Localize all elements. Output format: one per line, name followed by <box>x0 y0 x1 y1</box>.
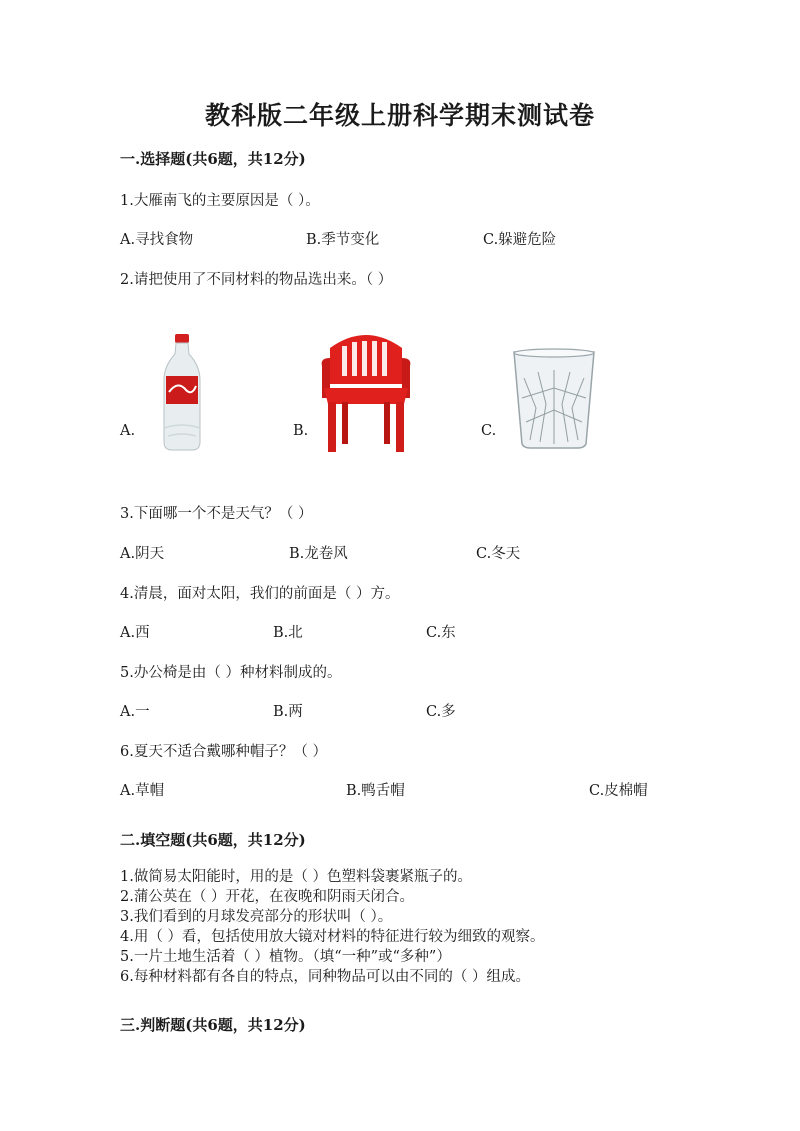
question-3: 3.下面哪一个不是天气？（ ） <box>120 506 313 522</box>
option-2c: C. <box>481 423 497 439</box>
section-heading-fill: 二.填空题(共6题，共12分) <box>120 831 306 849</box>
option-4a: A.西 <box>120 625 150 641</box>
option-4b: B.北 <box>273 625 303 641</box>
question-6: 6.夏天不适合戴哪种帽子？（ ） <box>120 744 327 760</box>
section-heading-choice: 一.选择题(共6题，共12分) <box>120 150 306 168</box>
section-heading-judge: 三.判断题(共6题，共12分) <box>120 1016 306 1034</box>
option-6a: A.草帽 <box>120 783 165 799</box>
fill-line-5: 5.一片土地生活着（ ）植物。（填“一种”或“多种”） <box>120 949 451 965</box>
glass-tumbler-image <box>512 348 596 450</box>
option-1a: A.寻找食物 <box>120 232 194 248</box>
option-5b: B.两 <box>273 704 303 720</box>
option-6b: B.鸭舌帽 <box>346 783 405 799</box>
question-4: 4.清晨，面对太阳，我们的前面是（ ）方。 <box>120 586 400 602</box>
fill-line-3: 3.我们看到的月球发亮部分的形状叫（ ）。 <box>120 909 393 925</box>
option-5a: A.一 <box>120 704 150 720</box>
fill-line-6: 6.每种材料都有各自的特点，同种物品可以由不同的（ ）组成。 <box>120 969 530 985</box>
option-4c: C.东 <box>426 625 456 641</box>
coca-cola-bottle-image <box>154 332 210 454</box>
fill-line-1: 1.做简易太阳能时，用的是（ ）色塑料袋裹紧瓶子的。 <box>120 869 472 885</box>
option-6c: C.皮棉帽 <box>589 783 648 799</box>
option-2a: A. <box>120 423 136 439</box>
option-3b: B.龙卷风 <box>289 546 348 562</box>
option-3a: A.阴天 <box>120 546 165 562</box>
red-plastic-chair-image <box>318 328 414 454</box>
question-2: 2.请把使用了不同材料的物品选出来。（ ） <box>120 272 393 288</box>
question-1: 1.大雁南飞的主要原因是（ ）。 <box>120 193 320 209</box>
option-1b: B.季节变化 <box>306 232 380 248</box>
option-1c: C.躲避危险 <box>483 232 557 248</box>
fill-line-4: 4.用（ ）看，包括使用放大镜对材料的特征进行较为细致的观察。 <box>120 929 545 945</box>
option-2b: B. <box>293 423 309 439</box>
question-5: 5.办公椅是由（ ）种材料制成的。 <box>120 665 342 681</box>
page-title: 教科版二年级上册科学期末测试卷 <box>204 101 595 130</box>
option-5c: C.多 <box>426 704 456 720</box>
fill-line-2: 2.蒲公英在（ ）开花，在夜晚和阴雨天闭合。 <box>120 889 414 905</box>
option-3c: C.冬天 <box>476 546 521 562</box>
